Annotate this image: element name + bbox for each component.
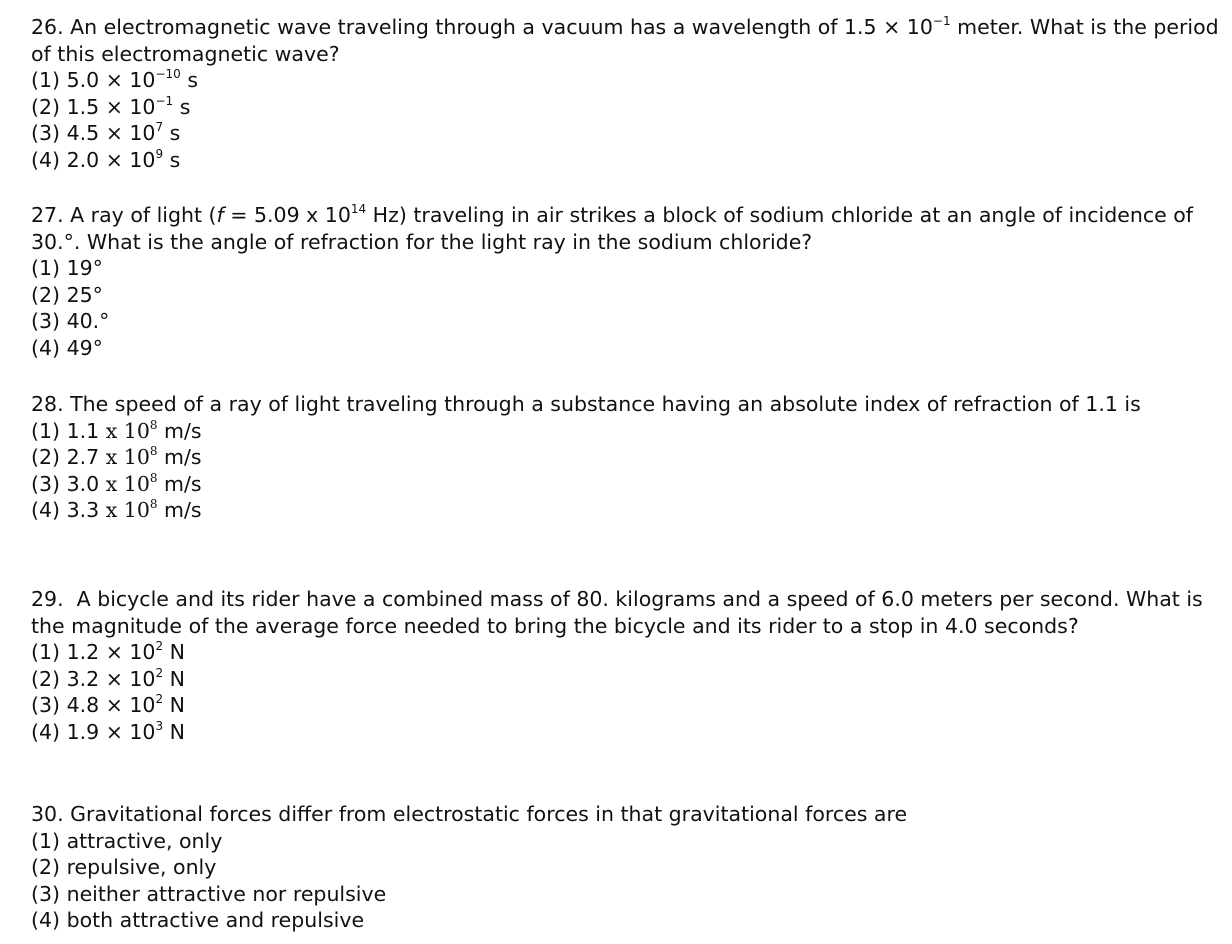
option-value: 1.5 × 10 (66, 94, 156, 119)
stem-exponent: −1 (932, 14, 951, 28)
option-label: (2) (31, 445, 61, 469)
option-label: (4) (31, 335, 61, 360)
answer-options (31, 255, 1226, 361)
answer-option-3[interactable] (31, 120, 1226, 147)
answer-option-4[interactable] (31, 335, 1226, 362)
option-value: 1.1 (66, 418, 100, 443)
answer-options (31, 418, 1226, 524)
option-exponent: 8 (149, 444, 158, 458)
option-exponent: −10 (155, 67, 181, 81)
option-exponent: −1 (155, 93, 174, 108)
option-label: (3) (31, 309, 61, 333)
stem-text: = 5.09 x 10 (223, 203, 351, 227)
option-exponent: 2 (155, 665, 164, 680)
answer-option-3[interactable] (31, 881, 1226, 908)
answer-options (31, 639, 1226, 745)
answer-option-1[interactable] (31, 418, 1226, 445)
option-exponent: 2 (155, 639, 164, 653)
stem-text: Gravitational forces differ from electrostatic forces in that gravitational forces are (70, 802, 908, 826)
stem-text: meter. What is the period of this electromagnetic wave? (31, 15, 1219, 66)
option-value: 2.0 × 10 (66, 147, 156, 172)
option-multiplier: x 10 (99, 418, 150, 443)
option-value: 2.7 (66, 445, 100, 469)
option-exponent: 7 (155, 120, 164, 134)
question-27 (31, 202, 1226, 361)
option-exponent: 3 (155, 718, 164, 733)
stem-text: The speed of a ray of light traveling through a substance having an absolute index of refraction of 1.1 is (70, 392, 1141, 416)
option-label: (4) (31, 498, 61, 522)
question-number: 30. (31, 802, 64, 826)
answer-option-2[interactable] (31, 854, 1226, 881)
answer-options (31, 828, 1226, 934)
question-stem (31, 202, 1226, 255)
question-stem (31, 586, 1226, 639)
option-value: both attractive and repulsive (66, 908, 365, 932)
question-stem (31, 14, 1226, 67)
stem-text: An electromagnetic wave traveling through a vacuum has a wavelength of 1.5 × 10 (70, 15, 933, 39)
answer-option-4[interactable] (31, 147, 1226, 174)
option-unit: N (163, 719, 185, 744)
option-label: (4) (31, 908, 61, 932)
answer-option-2[interactable] (31, 444, 1226, 471)
answer-option-1[interactable] (31, 67, 1226, 94)
option-unit: s (163, 147, 181, 172)
option-value: 19° (66, 256, 103, 280)
option-label: (1) (31, 640, 61, 664)
answer-option-2[interactable] (31, 282, 1226, 309)
question-number: 27. (31, 203, 64, 227)
answer-option-1[interactable] (31, 255, 1226, 282)
answer-option-3[interactable] (31, 471, 1226, 498)
option-value: 49° (66, 335, 103, 360)
option-label: (2) (31, 282, 61, 307)
question-29 (31, 586, 1226, 745)
option-exponent: 8 (149, 470, 158, 485)
option-multiplier: x 10 (99, 498, 150, 522)
answer-option-2[interactable] (31, 666, 1226, 693)
answer-option-3[interactable] (31, 308, 1226, 335)
question-number: 26. (31, 15, 64, 39)
option-label: (2) (31, 855, 61, 879)
option-exponent: 2 (155, 692, 164, 706)
option-value: 4.5 × 10 (66, 121, 156, 145)
stem-text: Hz) traveling in air strikes a block of sodium chloride at an angle of incidence of 30.°. What is the angle of refraction for the light ray in the sodium chloride? (31, 203, 1193, 254)
answer-option-1[interactable] (31, 828, 1226, 855)
option-value: 1.9 × 10 (66, 719, 156, 744)
option-value: 3.3 (66, 498, 100, 522)
option-label: (2) (31, 666, 61, 691)
answer-option-4[interactable] (31, 719, 1226, 746)
option-label: (3) (31, 693, 61, 717)
question-stem (31, 801, 1226, 828)
answer-option-2[interactable] (31, 94, 1226, 121)
answer-option-4[interactable] (31, 907, 1226, 934)
option-value: 40.° (66, 309, 110, 333)
option-multiplier: x 10 (99, 445, 150, 469)
option-label: (3) (31, 121, 61, 145)
option-label: (4) (31, 719, 61, 744)
option-unit: N (163, 640, 185, 664)
option-label: (1) (31, 256, 61, 280)
option-unit: s (173, 94, 191, 119)
option-exponent: 9 (155, 146, 164, 161)
question-number: 28. (31, 392, 64, 416)
question-stem (31, 391, 1226, 418)
option-exponent: 8 (149, 417, 158, 432)
option-value: repulsive, only (66, 855, 217, 879)
option-unit: m/s (157, 471, 202, 496)
option-label: (1) (31, 418, 61, 443)
stem-text: A ray of light ( (70, 203, 217, 227)
answer-options (31, 67, 1226, 173)
option-label: (3) (31, 881, 61, 906)
answer-option-1[interactable] (31, 639, 1226, 666)
option-unit: s (180, 68, 199, 92)
option-exponent: 8 (149, 497, 158, 511)
option-value: 3.2 × 10 (66, 666, 156, 691)
option-label: (1) (31, 828, 61, 853)
option-label: (4) (31, 147, 61, 172)
question-number: 29. (31, 587, 64, 611)
question-30 (31, 801, 1226, 934)
question-28 (31, 391, 1226, 524)
option-value: 4.8 × 10 (66, 693, 156, 717)
option-value: 1.2 × 10 (66, 640, 156, 664)
option-unit: N (163, 666, 185, 691)
stem-text: A bicycle and its rider have a combined mass of 80. kilograms and a speed of 6.0 meters per second. What is the magnitude of the average force needed to bring the bicycle and its rider to a stop in 4.0 seconds? (31, 587, 1203, 638)
option-value: attractive, only (66, 828, 223, 853)
option-unit: m/s (157, 445, 202, 469)
option-unit: m/s (157, 498, 202, 522)
answer-option-3[interactable] (31, 692, 1226, 719)
option-label: (3) (31, 471, 61, 496)
option-value: neither attractive nor repulsive (66, 881, 387, 906)
option-value: 25° (66, 282, 103, 307)
option-multiplier: x 10 (99, 471, 150, 496)
option-label: (2) (31, 94, 61, 119)
option-value: 5.0 × 10 (66, 68, 156, 92)
option-unit: s (163, 121, 181, 145)
question-26 (31, 14, 1226, 173)
option-unit: m/s (157, 418, 202, 443)
option-unit: N (163, 693, 185, 717)
option-value: 3.0 (66, 471, 100, 496)
answer-option-4[interactable] (31, 497, 1226, 524)
frequency-variable: f (216, 203, 224, 227)
option-label: (1) (31, 68, 61, 92)
stem-exponent: 14 (350, 202, 367, 216)
